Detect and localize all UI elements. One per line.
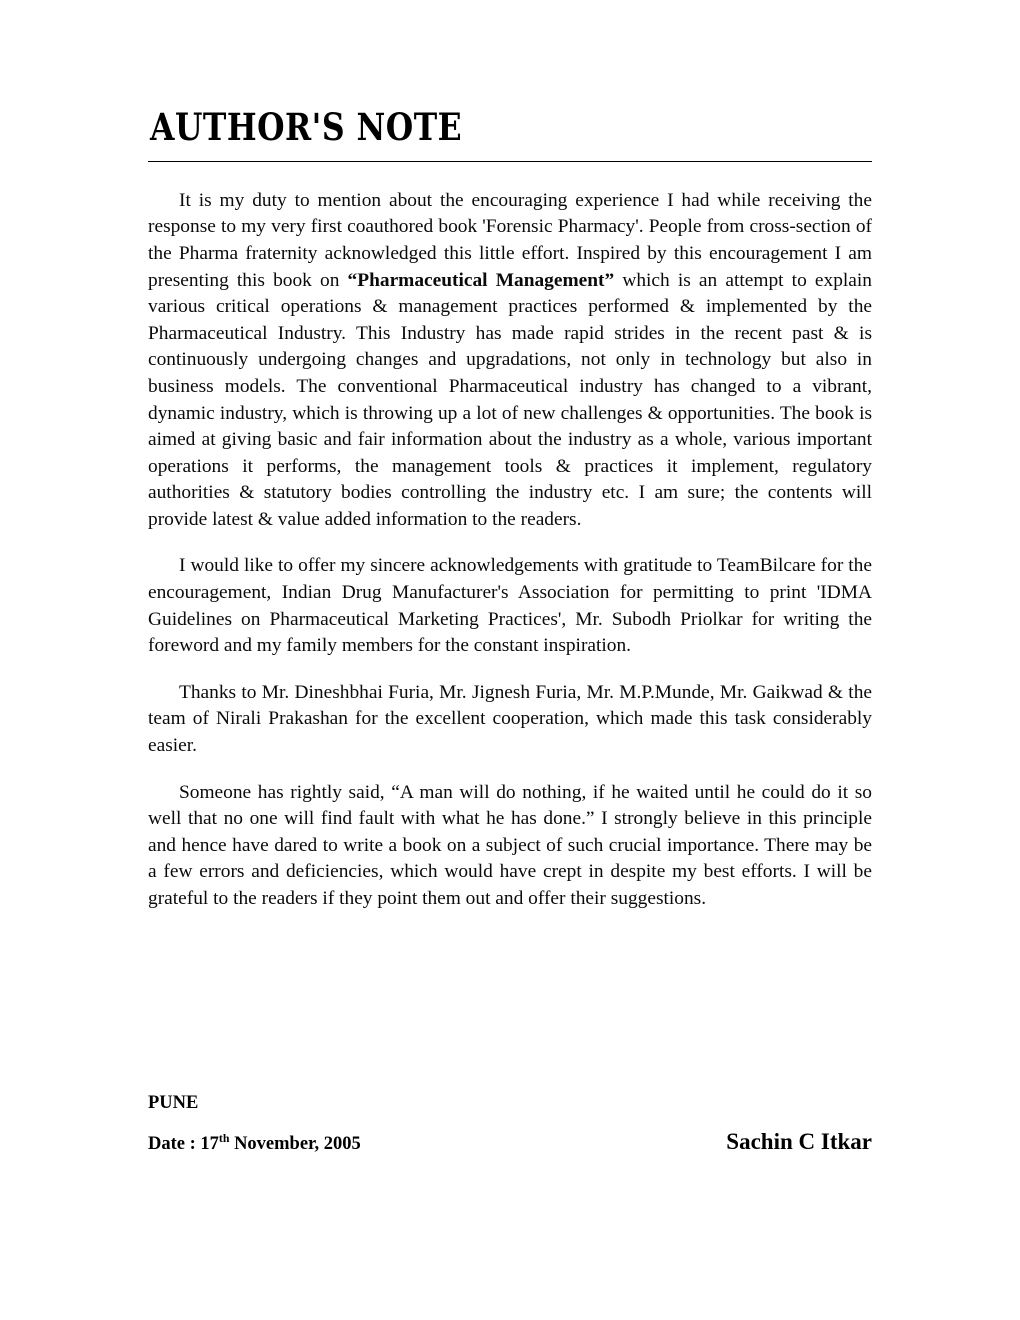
para-1: It is my duty to mention about the encouraging experience I had while receiving the response to my very first coauthored book 'Forensic Pharmacy'. People from cross-section of the Pharma fraternity acknowledged this little effort. Inspired by this encouragement I am presenting this book on “Pharmaceutical Management” which is an attempt to explain various critical operations & management practices performed & implemented by the Pharmaceutical Industry. This Industry has made rapid strides in the recent past & is continuously undergoing changes and upgradations, not only in technology but also in business models. The conventional Pharmaceutical industry has changed to a vibrant, dynamic industry, which is throwing up a lot of new challenges & opportunities. The book is aimed at giving basic and fair information about the industry as a whole, various important operations it performs, the management tools & practices it implement, regulatory authorities & statutory bodies controlling the industry etc. I am sure; the contents will provide latest & value added information to the readers. — [148, 189, 872, 530]
paragraph-list — [148, 188, 872, 913]
para-4: Someone has rightly said, “A man will do nothing, if he waited until he could do it so well that no one will find fault with what he has done.” I strongly believe in this principle and hence have dared to write a book on a subject of such crucial importance. There may be a few errors and deficiencies, which would have crept in despite my best efforts. I will be grateful to the readers if they point them out and offer their suggestions. — [148, 781, 872, 909]
title-divider — [148, 161, 872, 162]
para-2: I would like to offer my sincere acknowledgements with gratitude to TeamBilcare for the encouragement, Indian Drug Manufacturer's Association for permitting to print 'IDMA Guidelines on Pharmaceutical Marketing Practices', Mr. Subodh Priolkar for writing the foreword and my family members for the constant inspiration. — [148, 555, 872, 657]
document-body — [148, 106, 872, 913]
signature-author-name: Sachin C Itkar — [726, 1129, 872, 1154]
signature-place: PUNE — [148, 1093, 199, 1113]
para-3: Thanks to Mr. Dineshbhai Furia, Mr. Jignesh Furia, Mr. M.P.Munde, Mr. Gaikwad & the team of Nirali Prakashan for the excellent cooperation, which made this task considerably easier. — [148, 681, 872, 757]
signature-date-ordinal: th — [218, 1130, 230, 1145]
signature-date-rest: November, 2005 — [229, 1134, 361, 1154]
signature-row — [148, 1130, 872, 1155]
signature-date-label: Date : 17 — [148, 1134, 219, 1154]
page-title: AUTHOR'S NOTE — [150, 106, 463, 150]
signature-date — [148, 1130, 361, 1155]
emphasized-text: “Pharmaceutical Management” — [347, 269, 615, 291]
signature-block — [148, 1092, 872, 1155]
